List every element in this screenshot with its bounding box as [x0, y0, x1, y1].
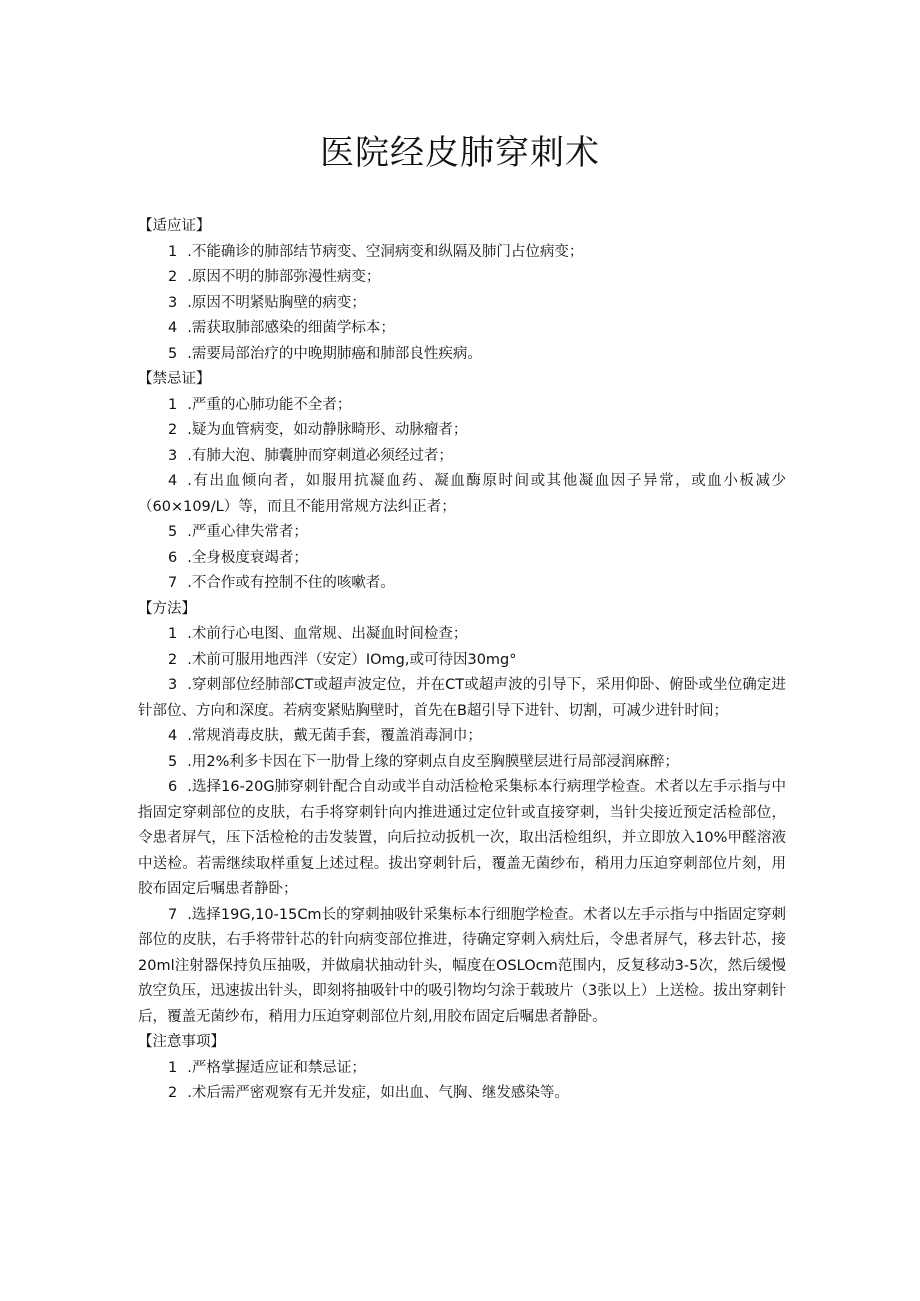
item-text: .需获取肺部感染的细菌学标本；: [187, 320, 395, 336]
list-item: [138, 775, 786, 903]
item-number: 2: [168, 1085, 178, 1101]
item-number: 5: [168, 753, 178, 770]
item-number: 3: [168, 294, 178, 311]
item-number: 5: [168, 524, 178, 540]
list-item: [138, 291, 786, 317]
document-body: [138, 214, 786, 1107]
list-item: [138, 316, 786, 342]
item-number: 5: [168, 345, 178, 362]
section-heading: 【方法】: [138, 600, 196, 617]
item-text: .原因不明的肺部弥漫性病变；: [187, 269, 381, 285]
item-text: .术前行心电图、血常规、出凝血时间检查；: [187, 626, 468, 642]
item-text: .穿刺部位经肺部CT或超声波定位，并在CT或超声波的引导下，采用仰卧、俯卧或坐位确定进针部位、方向和深度。若病变紧贴胸壁时，首先在B超引导下进针、切割，可减少进针时间；: [138, 677, 786, 719]
item-text: .需要局部治疗的中晚期肺癌和肺部良性疾病。: [187, 345, 482, 362]
item-text: .术前可服用地西泮（安定）IOmg,或可待因30mg°: [187, 651, 517, 668]
item-number: 3: [168, 677, 178, 693]
item-text: .用2%利多卡因在下一肋骨上缘的穿刺点自皮至胸膜壁层进行局部浸润麻醉；: [187, 753, 679, 770]
section-indications: [138, 214, 786, 367]
page-title: 医院经皮肺穿刺术: [320, 133, 600, 173]
item-text: .不合作或有控制不住的咳嗽者。: [187, 575, 395, 591]
item-text: .疑为血管病变，如动静脉畸形、动脉瘤者；: [187, 422, 468, 438]
item-number: 4: [168, 320, 178, 336]
list-item: [138, 342, 786, 368]
item-number: 2: [168, 422, 178, 438]
item-number: 6: [168, 549, 178, 566]
item-number: 3: [168, 447, 178, 464]
item-text: .严格掌握适应证和禁忌证；: [187, 1059, 366, 1076]
section-contraindications: [138, 367, 786, 597]
list-item: [138, 648, 786, 674]
section-method: [138, 597, 786, 1031]
item-text: .常规消毒皮肤，戴无菌手套，覆盖消毒洞巾；: [187, 728, 482, 744]
section-precautions: [138, 1030, 786, 1107]
item-number: 6: [168, 779, 178, 795]
section-heading: 【禁忌证】: [138, 371, 211, 387]
list-item: [138, 393, 786, 419]
item-number: 2: [168, 269, 178, 285]
item-text: .有肺大泡、肺囊肿而穿刺道必须经过者；: [187, 447, 453, 464]
item-number: 1: [168, 396, 178, 413]
item-text: .严重心律失常者；: [187, 524, 308, 540]
item-text: .不能确诊的肺部结节病变、空洞病变和纵隔及肺门占位病变；: [187, 243, 584, 260]
section-heading: 【注意事项】: [138, 1034, 225, 1050]
list-item: [138, 724, 786, 750]
list-item: [138, 546, 786, 572]
list-item: [138, 418, 786, 444]
item-number: 7: [168, 906, 178, 923]
item-text: .选择16-20G肺穿刺针配合自动或半自动活检枪采集标本行病理学检查。术者以左手示指与中指固定穿刺部位的皮肤，右手将穿刺针向内推进通过定位针或直接穿刺，当针尖接近预定活检部位，令患者屏气，压下活检枪的击发装置，向后拉动扳机一次，取出活检组织，并立即放入10%甲醛溶液中送检。若需继续取样重复上述过程。拔出穿刺针后，覆盖无菌纱布，稍用力压迫穿刺部位片刻，用胶布固定后嘱患者静卧；: [138, 779, 786, 897]
list-item: [138, 1081, 786, 1107]
item-text: .全身极度衰竭者；: [187, 549, 308, 566]
item-text: .原因不明紧贴胸壁的病变；: [187, 294, 366, 311]
list-item: [138, 1056, 786, 1082]
section-heading: 【适应证】: [138, 218, 211, 234]
list-item: [138, 750, 786, 776]
item-number: 2: [168, 651, 178, 668]
list-item: [138, 903, 786, 1031]
list-item: [138, 444, 786, 470]
item-text: .严重的心肺功能不全者；: [187, 396, 352, 413]
item-number: 1: [168, 243, 178, 260]
item-text: .术后需严密观察有无并发症，如出血、气胸、继发感染等。: [187, 1085, 569, 1101]
list-item: [138, 520, 786, 546]
list-item: [138, 673, 786, 724]
item-text: .有出血倾向者，如服用抗凝血药、凝血酶原时间或其他凝血因子异常，或血小板减少（60×109/L）等，而且不能用常规方法纠正者；: [138, 473, 786, 515]
item-number: 1: [168, 626, 178, 642]
list-item: [138, 265, 786, 291]
list-item: [138, 622, 786, 648]
list-item: [138, 571, 786, 597]
list-item: [138, 469, 786, 520]
list-item: [138, 240, 786, 266]
item-number: 4: [168, 728, 178, 744]
item-number: 7: [168, 575, 178, 591]
item-number: 4: [168, 473, 178, 489]
item-number: 1: [168, 1059, 178, 1076]
item-text: .选择19G,10-15Cm长的穿刺抽吸针采集标本行细胞学检查。术者以左手示指与中指固定穿刺部位的皮肤，右手将带针芯的针向病变部位推进，待确定穿刺入病灶后，令患者屏气，移去针芯，接20ml注射器保持负压抽吸，并做扇状抽动针头，幅度在OSLOcm范围内，反复移动3-5次，然后缓慢放空负压，迅速拔出针头，即刻将抽吸针中的吸引物均匀涂于载玻片（3张以上）上送检。拔出穿刺针后，覆盖无菌纱布，稍用力压迫穿刺部位片刻,用胶布固定后嘱患者静卧。: [138, 906, 786, 1025]
